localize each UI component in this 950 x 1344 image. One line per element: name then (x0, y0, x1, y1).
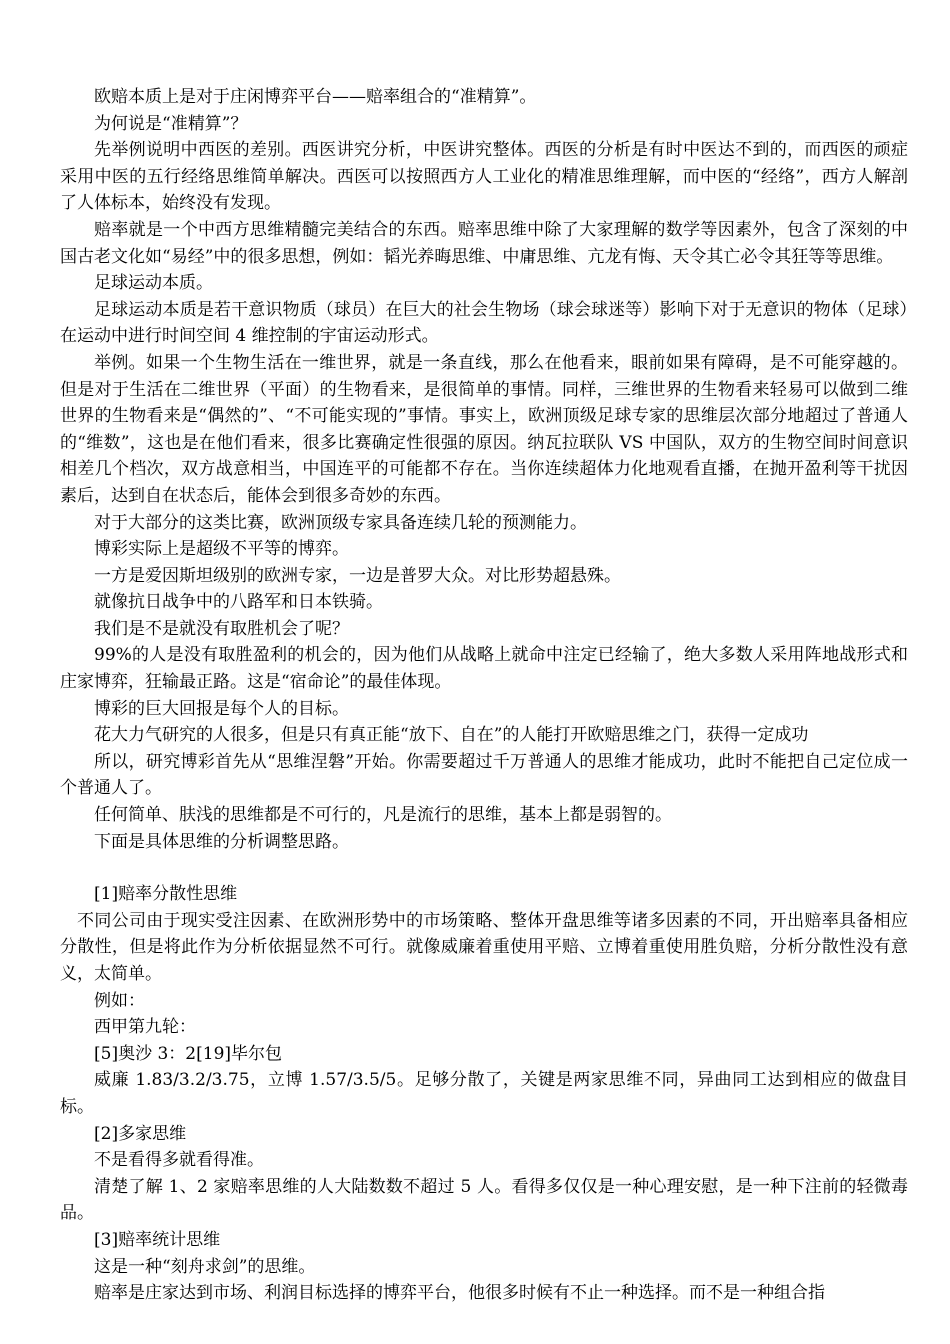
section-heading: [1]赔率分散性思维 (94, 884, 238, 905)
paragraph: 赔率是庄家达到市场、利润目标选择的博弈平台，他很多时候有不止一种选择。而不是一种组合指 (94, 1283, 825, 1304)
paragraph: 先举例说明中西医的差别。西医讲究分析，中医讲究整体。西医的分析是有时中医达不到的，而西医的顽症采用中医的五行经络思维简单解决。西医可以按照西方人工业化的精准思维理解，而中医的“经络”，西方人解剖了人体标本，始终没有发现。 (60, 140, 908, 214)
paragraph: 对于大部分的这类比赛，欧洲顶级专家具备连续几轮的预测能力。 (94, 512, 587, 533)
paragraph: 不同公司由于现实受注因素、在欧洲形势中的市场策略、整体开盘思维等诸多因素的不同，开出赔率具备相应分散性，但是将此作为分析依据显然不可行。就像威廉着重使用平赔、立博着重使用胜负赔，分析分散性没有意义，太简单。 (60, 910, 908, 984)
paragraph: 欧赔本质上是对于庄闲博弈平台——赔率组合的“准精算”。 (94, 87, 537, 107)
paragraph: 下面是具体思维的分析调整思路。 (94, 831, 349, 852)
paragraph: 不是看得多就看得准。 (94, 1150, 264, 1171)
paragraph: [3]赔率统计思维 (94, 1229, 221, 1250)
paragraph: 清楚了解 1、2 家赔率思维的人大陆数数不超过 5 人。看得多仅仅是一种心理安慰，是一种下注前的轻微毒品。 (60, 1176, 908, 1224)
paragraph: 例如： (94, 990, 145, 1011)
paragraph: 赔率就是一个中西方思维精髓完美结合的东西。赔率思维中除了大家理解的数学等因素外，包含了深刻的中国古老文化如“易经”中的很多思想，例如：韬光养晦思维、中庸思维、亢龙有悔、天令其亡必令其狂等等思维。 (60, 219, 908, 267)
paragraph: 足球运动本质是若干意识物质（球员）在巨大的社会生物场（球会球迷等）影响下对于无意识的物体（足球）在运动中进行时间空间 4 维控制的宇宙运动形式。 (60, 299, 908, 347)
paragraph: [5]奥沙 3：2[19]毕尔包 (94, 1043, 283, 1064)
paragraph: 为何说是“准精算”？ (94, 113, 248, 134)
paragraph: 一方是爱因斯坦级别的欧洲专家，一边是普罗大众。对比形势超悬殊。 (94, 565, 621, 586)
paragraph: 就像抗日战争中的八路军和日本铁骑。 (94, 592, 383, 613)
paragraph: 举例。如果一个生物生活在一维世界，就是一条直线，那么在他看来，眼前如果有障碍，是不可能穿越的。但是对于生活在二维世界（平面）的生物看来，是很简单的事情。同样，三维世界的生物看来轻易可以做到二维世界的生物看来是“偶然的”、“不可能实现的”事情。事实上，欧洲顶级足球专家的思维层次部分地超过了普通人的“维数”，这也是在他们看来，很多比赛确定性很强的原因。纳瓦拉联队 VS 中国队，双方的生物空间时间意识相差几个档次，双方战意相当，中国连平的可能都不存在。当你连续超体力化地观看直播，在抛开盈利等干扰因素后，达到自在状态后，能体会到很多奇妙的东西。 (60, 352, 908, 506)
paragraph: 足球运动本质。 (94, 273, 213, 294)
paragraph: 西甲第九轮： (94, 1017, 196, 1038)
document-page (60, 84, 908, 1307)
paragraph: 博彩实际上是超级不平等的博弈。 (94, 539, 349, 560)
paragraph: [2]多家思维 (94, 1123, 187, 1144)
paragraph: 我们是不是就没有取胜机会了呢？ (94, 618, 349, 639)
paragraph: 任何简单、肤浅的思维都是不可行的，凡是流行的思维，基本上都是弱智的。 (94, 805, 672, 826)
paragraph: 威廉 1.83/3.2/3.75，立博 1.57/3.5/5。足够分散了，关键是两家思维不同，异曲同工达到相应的做盘目标。 (60, 1070, 908, 1117)
paragraph: 99%的人是没有取胜盈利的机会的，因为他们从战略上就命中注定已经输了，绝大多数人采用阵地战形式和庄家博弈，狂输最正路。这是“宿命论”的最佳体现。 (60, 645, 908, 693)
paragraph: 所以，研究博彩首先从“思维涅磐”开始。你需要超过千万普通人的思维才能成功，此时不能把自己定位成一个普通人了。 (60, 751, 908, 799)
paragraph: 花大力气研究的人很多，但是只有真正能“放下、自在”的人能打开欧赔思维之门，获得一定成功 (94, 725, 809, 746)
paragraph: 博彩的巨大回报是每个人的目标。 (94, 698, 349, 719)
paragraph: 这是一种“刻舟求剑”的思维。 (94, 1256, 316, 1277)
